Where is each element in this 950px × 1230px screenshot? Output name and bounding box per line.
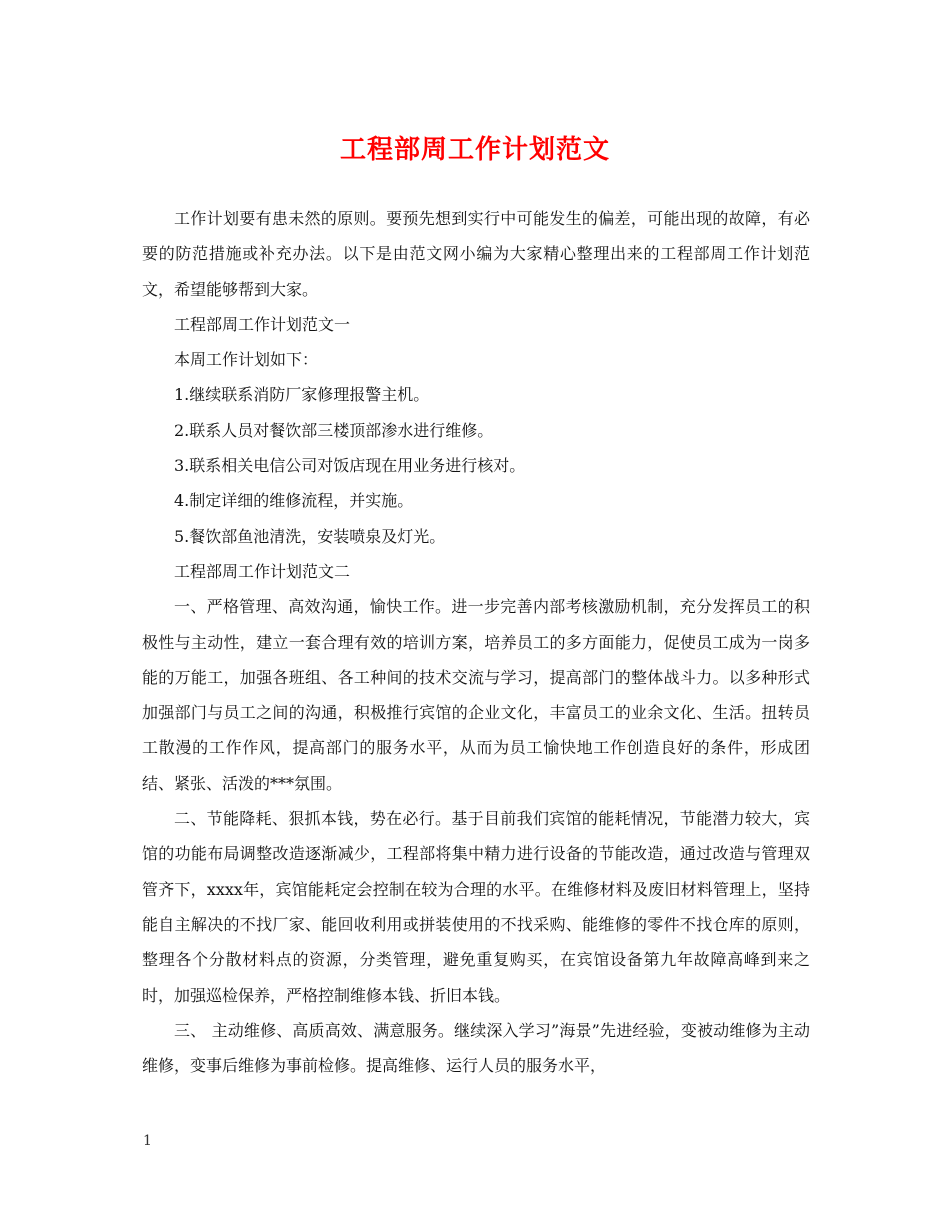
body-paragraph: 一、严格管理、高效沟通，愉快工作。进一步完善内部考核激励机制，充分发挥员工的积极性与主动性，建立一套合理有效的培训方案，培养员工的多方面能力，促使员工成为一岗多能的万能工，加强各班组、各工种间的技术交流与学习，提高部门的整体战斗力。以多种形式加强部门与员工之间的沟通，积极推行宾馆的企业文化，丰富员工的业余文化、生活。扭转员工散漫的工作作风，提高部门的服务水平，从而为员工愉快地工作创造良好的条件，形成团结、紧张、活泼的***氛围。 (142, 597, 810, 793)
section-heading-1: 工程部周工作计划范文一 (174, 314, 351, 334)
body-paragraph: 二、节能降耗、狠抓本钱，势在必行。基于目前我们宾馆的能耗情况，节能潜力较大，宾馆的功能布局调整改造逐渐减少，工程部将集中精力进行设备的节能改造，通过改造与管理双管齐下，xxxx年，宾馆能耗定会控制在较为合理的水平。在维修材料及废旧材料管理上，坚持能自主解决的不找厂家、能回收利用或拼装使用的不找采购、能维修的零件不找仓库的原则，整理各个分散材料点的资源，分类管理，避免重复购买，在宾馆设备第九年故障高峰到来之时，加强巡检保养，严格控制维修本钱、折旧本钱。 (142, 809, 810, 1005)
document-body (142, 201, 810, 1083)
body-paragraph: 三、 主动维修、高质高效、满意服务。继续深入学习”海景”先进经验，变被动维修为主动维修，变事后维修为事前检修。提高维修、运行人员的服务水平， (142, 1020, 810, 1076)
document-title: 工程部周工作计划范文 (339, 135, 610, 165)
plan-item: 4.制定详细的维修流程，并实施。 (174, 491, 414, 511)
intro-paragraph: 工作计划要有患未然的原则。要预先想到实行中可能发生的偏差，可能出现的故障，有必要的防范措施或补充办法。以下是由范文网小编为大家精心整理出来的工程部周工作计划范文，希望能够帮到大家。 (142, 209, 810, 299)
section-heading-2: 工程部周工作计划范文二 (174, 561, 351, 581)
plan-intro: 本周工作计划如下： (174, 350, 319, 370)
plan-item: 3.联系相关电信公司对饭店现在用业务进行核对。 (174, 456, 526, 476)
plan-item: 1.继续联系消防厂家修理报警主机。 (174, 385, 430, 405)
plan-item: 2.联系人员对餐饮部三楼顶部渗水进行维修。 (174, 420, 494, 440)
plan-item: 5.餐饮部鱼池清洗，安装喷泉及灯光。 (174, 526, 446, 546)
page-number: 1 (143, 1133, 152, 1149)
